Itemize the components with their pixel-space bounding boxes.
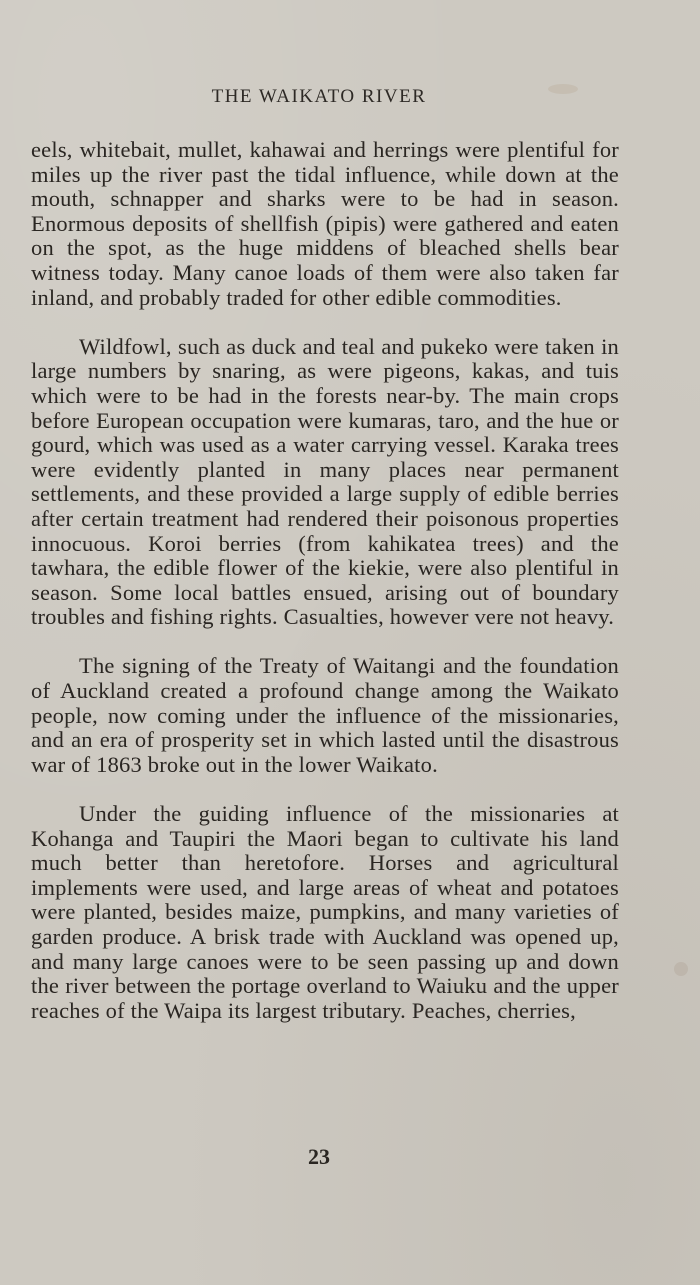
running-head: THE WAIKATO RIVER [211, 86, 427, 107]
body-text [31, 138, 619, 1023]
paper-stain [674, 962, 688, 976]
paragraph: Wildfowl, such as duck and teal and pukeko were taken in large numbers by snaring, as were pigeons, kakas, and tuis which were to be had in the forests near-by. The main crops before European occupation were kumaras, taro, and the hue or gourd, which was used as a water carrying vessel. Karaka trees were evidently planted in many places near permanent settlements, and these provided a large supply of edible berries after certain treatment had rendered their poisonous properties innocuous. Koroi berries (from kahikatea trees) and the tawhara, the edible flower of the kiekie, were also plentiful in season. Some local battles ensued, arising out of boundary troubles and fishing rights. Casualties, however vere not heavy. [31, 333, 619, 630]
paragraph: eels, whitebait, mullet, kahawai and herrings were plentiful for miles up the river past the tidal influence, while down at the mouth, schnapper and sharks were to be had in season. Enormous deposits of shellfish (pipis) were gathered and eaten on the spot, as the huge middens of bleached shells bear witness today. Many canoe loads of them were also taken far inland, and probably traded for other edible commodities. [31, 137, 619, 310]
paragraph: Under the guiding influence of the missionaries at Kohanga and Taupiri the Maori began to cultivate his land much better than heretofore. Horses and agricultural implements were used, and large areas of wheat and potatoes were planted, besides maize, pumpkins, and many varieties of garden produce. A brisk trade with Auckland was opened up, and many large canoes were to be seen passing up and down the river between the portage overland to Waiuku and the upper reaches of the Waipa its largest tributary. Peaches, cherries, [31, 801, 619, 1023]
paragraph: The signing of the Treaty of Waitangi and the foundation of Auckland created a profound change among the Waikato people, now coming under the influence of the missionaries, and an era of prosperity set in which lasted until the disastrous war of 1863 broke out in the lower Waikato. [31, 653, 619, 777]
page-number: 23 [308, 1144, 330, 1169]
